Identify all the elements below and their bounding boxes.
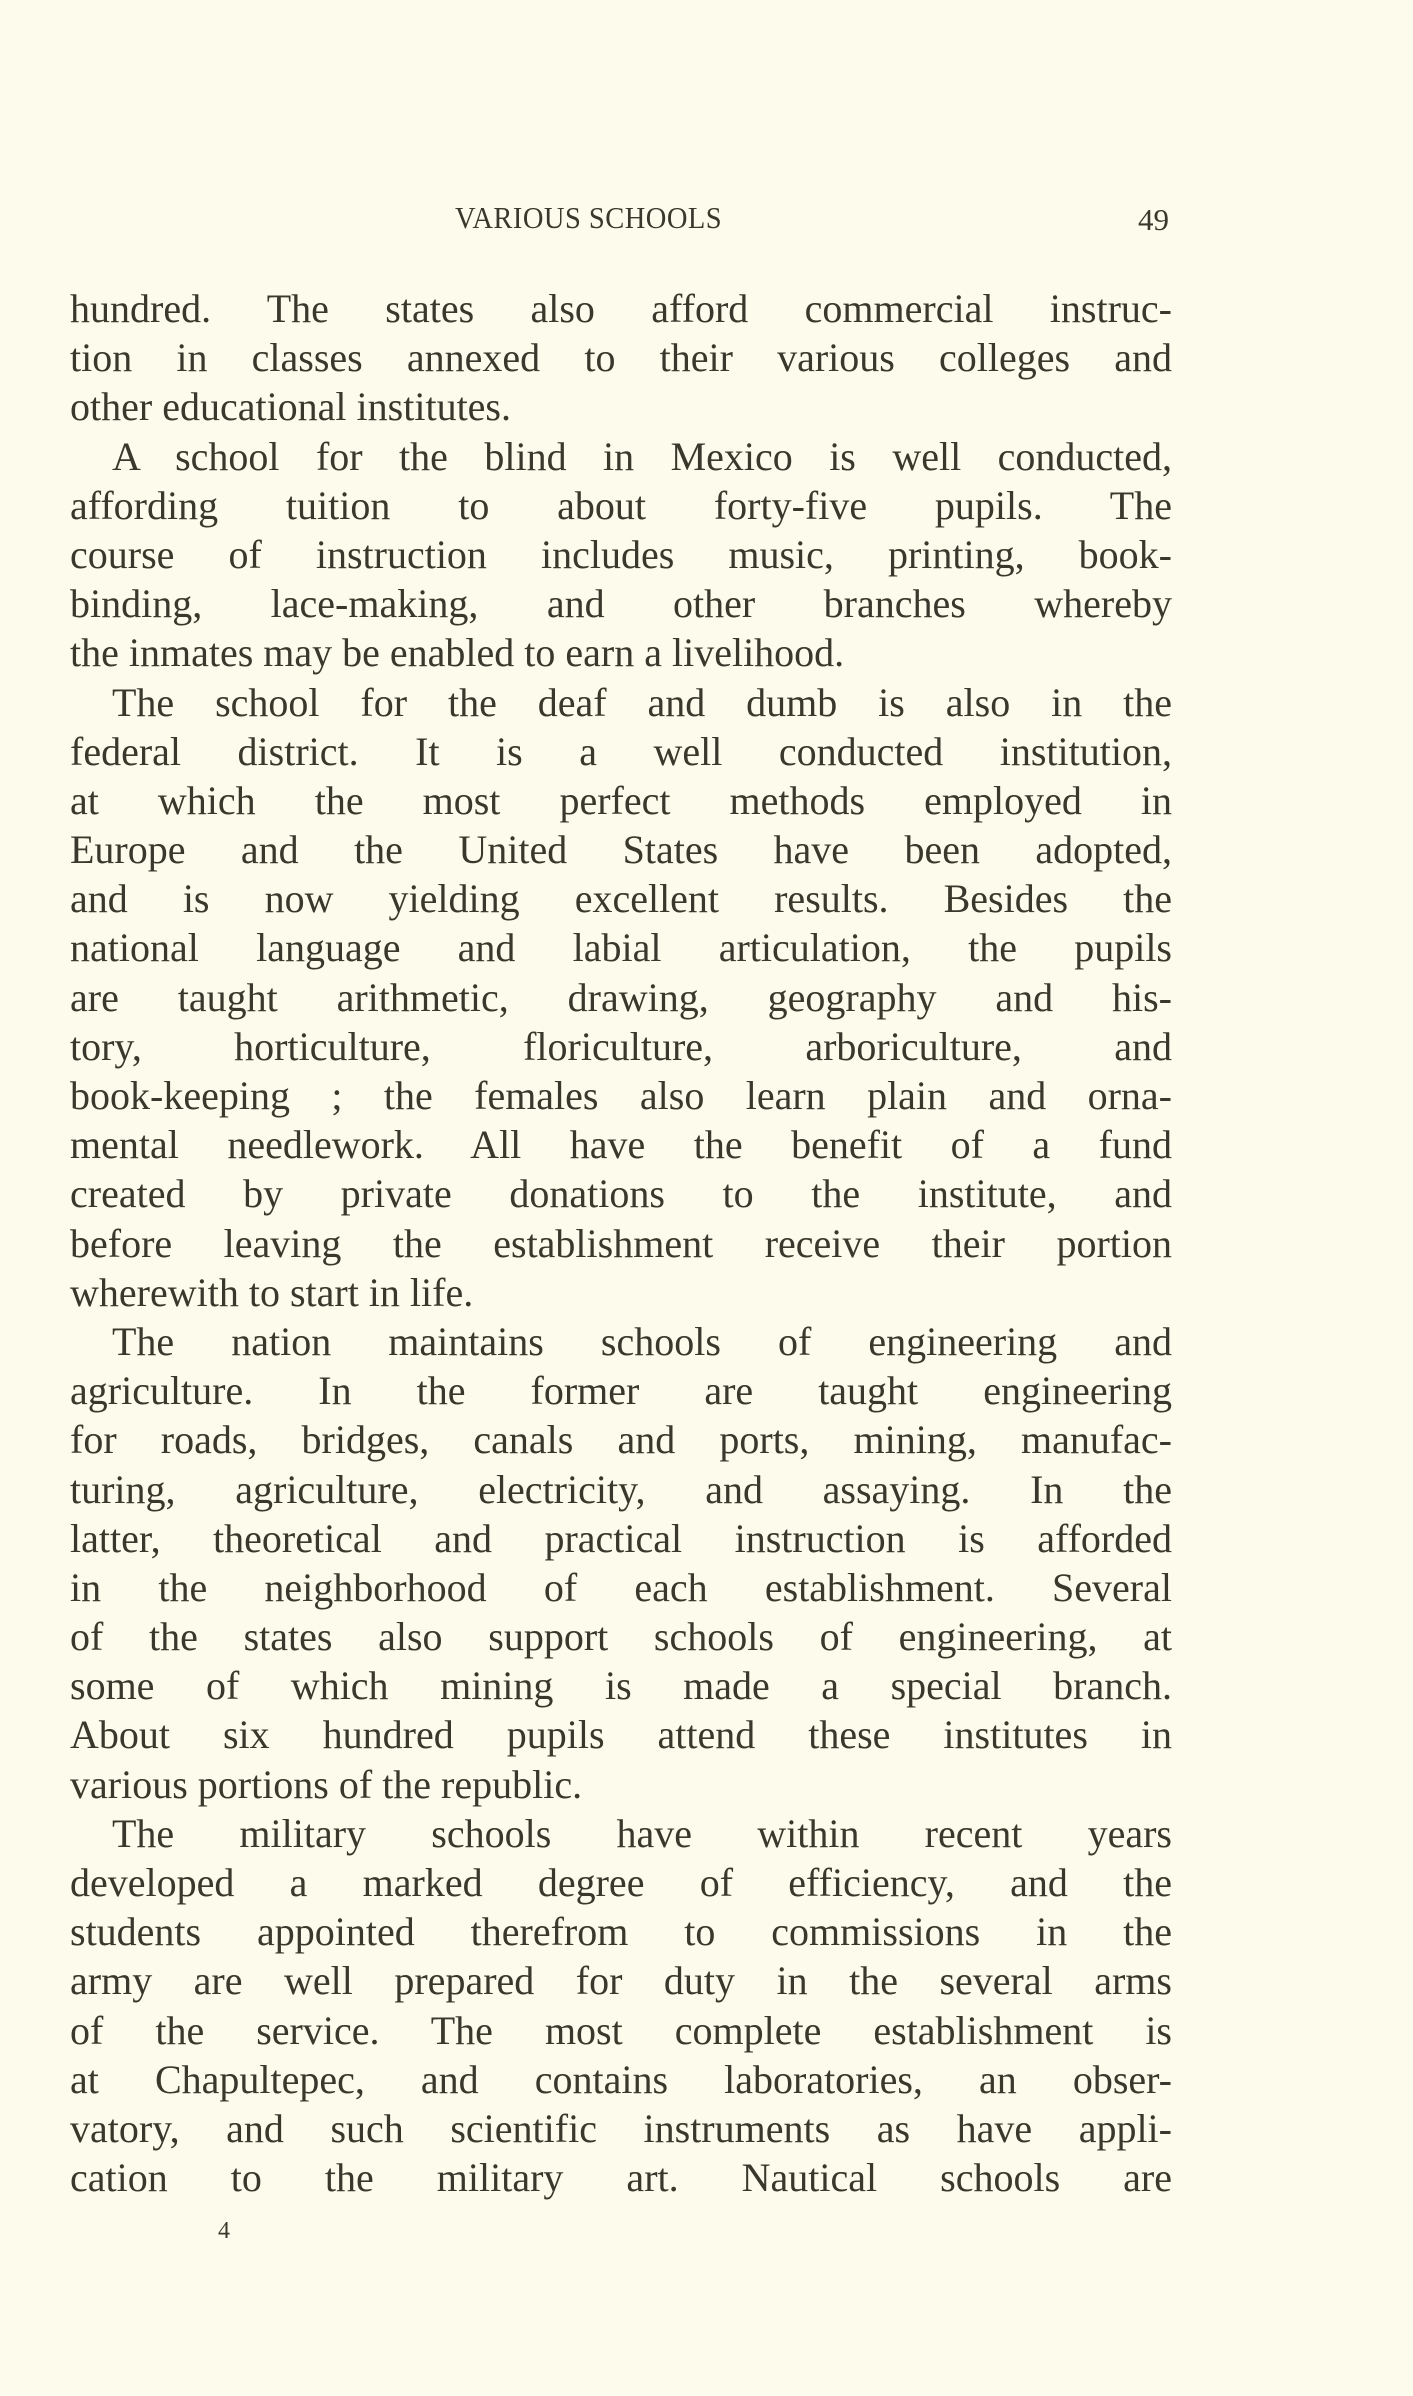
text-line: book-keeping ; the females also learn plain and orna- — [70, 1073, 1172, 1118]
running-head-title: VARIOUS SCHOOLS — [455, 200, 723, 235]
text-line: binding, lace-making, and other branches whereby — [70, 581, 1172, 627]
text-line: army are well prepared for duty in the several arms — [70, 1958, 1172, 2004]
running-head — [0, 200, 1413, 240]
text-line: created by private donations to the institute, and — [70, 1171, 1172, 1217]
text-line: and is now yielding excellent results. Besides the — [70, 876, 1172, 922]
text-line: before leaving the establishment receive their portion — [70, 1220, 1172, 1266]
text-line: are taught arithmetic, drawing, geography and his- — [70, 974, 1172, 1020]
text-line: other educational institutes. — [70, 384, 511, 430]
text-line: cation to the military art. Nautical schools are — [70, 2155, 1172, 2201]
text-line: The military schools have within recent years — [112, 1810, 1172, 1856]
text-line: some of which mining is made a special branch. — [70, 1663, 1172, 1709]
text-line: various portions of the republic. — [70, 1761, 583, 1807]
text-line: at Chapultepec, and contains laboratories, an obser- — [70, 2056, 1172, 2102]
text-line: A school for the blind in Mexico is well conducted, — [112, 433, 1172, 479]
text-line: of the states also support schools of engineering, at — [70, 1614, 1172, 1660]
text-line: mental needlework. All have the benefit of a fund — [70, 1122, 1172, 1168]
text-line: vatory, and such scientific instruments as have appli- — [70, 2105, 1172, 2151]
text-line: in the neighborhood of each establishment. Several — [70, 1564, 1172, 1610]
text-line: for roads, bridges, canals and ports, mining, manufac- — [70, 1417, 1172, 1463]
text-line: affording tuition to about forty-five pupils. The — [70, 482, 1172, 528]
text-line: agriculture. In the former are taught engineering — [70, 1368, 1172, 1414]
text-line: tory, horticulture, floriculture, arboriculture, and — [70, 1023, 1172, 1069]
text-line: the inmates may be enabled to earn a livelihood. — [70, 630, 845, 676]
text-line: at which the most perfect methods employed in — [70, 777, 1172, 823]
page-number: 49 — [1138, 202, 1169, 237]
text-line: turing, agriculture, electricity, and assaying. In the — [70, 1466, 1172, 1512]
text-line: tion in classes annexed to their various colleges and — [70, 335, 1172, 381]
text-line: federal district. It is a well conducted institution, — [70, 728, 1172, 774]
text-line: The school for the deaf and dumb is also in the — [112, 679, 1172, 725]
text-line: students appointed therefrom to commissions in the — [70, 1909, 1172, 1955]
text-line: About six hundred pupils attend these institutes in — [70, 1712, 1172, 1758]
signature-mark: 4 — [218, 2218, 230, 2244]
text-line: course of instruction includes music, printing, book- — [70, 531, 1172, 577]
text-line: hundred. The states also afford commercial instruc- — [70, 286, 1172, 331]
text-line: Europe and the United States have been adopted, — [70, 827, 1172, 873]
text-line: national language and labial articulation, the pupils — [70, 925, 1172, 971]
text-line: The nation maintains schools of engineering and — [112, 1318, 1172, 1364]
text-line: latter, theoretical and practical instruction is afforded — [70, 1515, 1172, 1561]
text-line: wherewith to start in life. — [70, 1269, 474, 1315]
text-line: developed a marked degree of efficiency, and the — [70, 1860, 1172, 1905]
body-text — [70, 284, 1172, 2202]
text-line: of the service. The most complete establishment is — [70, 2007, 1172, 2053]
